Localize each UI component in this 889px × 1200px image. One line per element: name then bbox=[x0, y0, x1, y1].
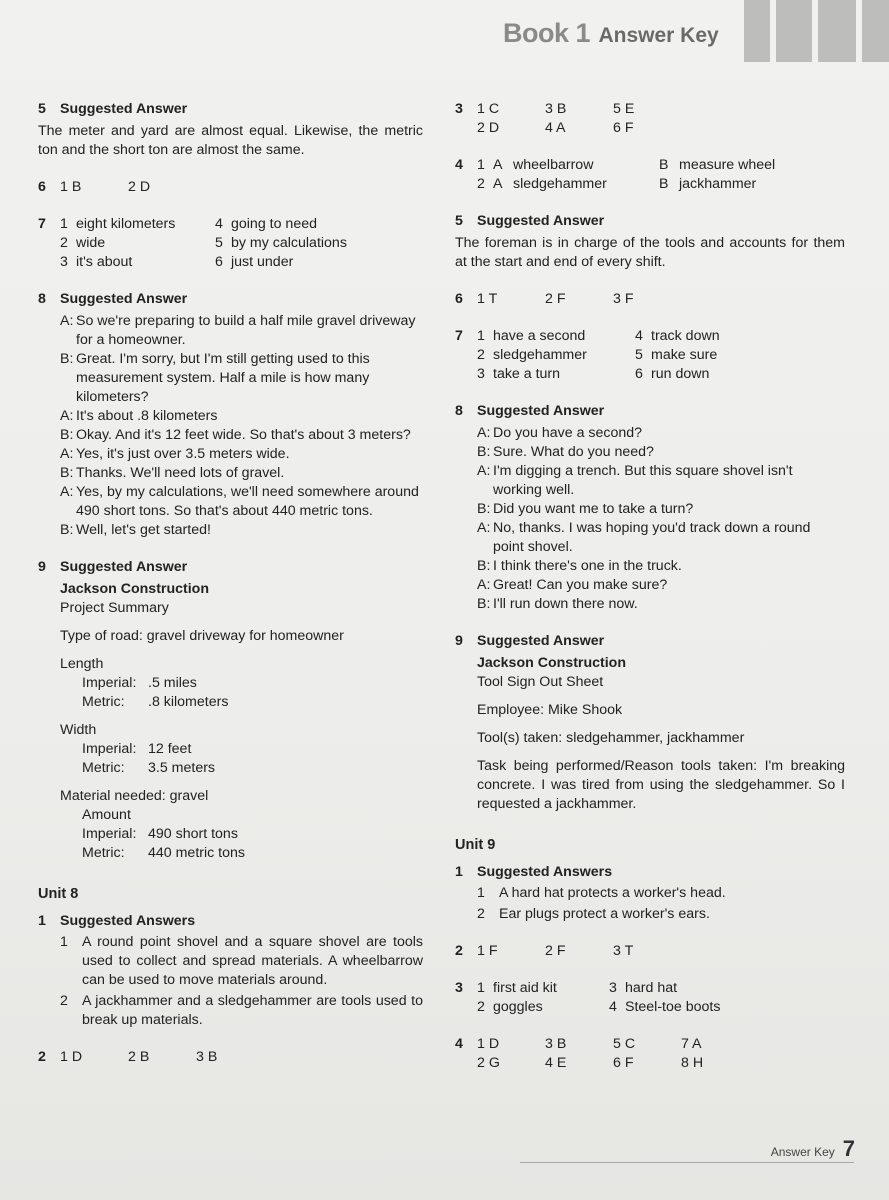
list-item: B jackhammer bbox=[659, 176, 757, 192]
list-item: 1 A wheelbarrow bbox=[477, 157, 594, 173]
material-needed: Material needed: gravel bbox=[60, 788, 209, 804]
list-item: 3 take a turn bbox=[477, 366, 561, 382]
left-q9 bbox=[38, 558, 423, 863]
question-number: 2 bbox=[38, 1049, 46, 1065]
list-item: 1 eight kilometers bbox=[60, 216, 176, 232]
dialogue-line: A: Do you have a second? bbox=[477, 425, 643, 441]
width-label: Width bbox=[60, 722, 97, 738]
question-title: Suggested Answers bbox=[60, 913, 196, 929]
list-item: 1 first aid kit bbox=[477, 980, 557, 996]
dialogue-line: A: Great! Can you make sure? bbox=[477, 577, 668, 593]
question-number: 1 bbox=[38, 913, 46, 929]
list-item: 6 run down bbox=[635, 366, 710, 382]
unit-heading: Unit 9 bbox=[455, 837, 496, 853]
answer-item: 1 F bbox=[477, 943, 498, 959]
question-number: 9 bbox=[38, 559, 46, 575]
question-number: 8 bbox=[38, 291, 46, 307]
list-item: 3 it's about bbox=[60, 254, 133, 270]
dialogue-line: A: It's about .8 kilometers bbox=[60, 408, 218, 424]
question-number: 7 bbox=[38, 216, 46, 232]
right-q5 bbox=[455, 212, 845, 272]
list-item: 3 hard hat bbox=[609, 980, 678, 996]
question-number: 9 bbox=[455, 633, 463, 649]
answer-item: 2 F bbox=[545, 291, 566, 307]
right-q6 bbox=[455, 290, 845, 309]
dialogue-line: B: Thanks. We'll need lots of gravel. bbox=[60, 465, 285, 481]
list-item: 5 by my calculations bbox=[215, 235, 347, 251]
dialogue-line: A: So we're preparing to build a half mile gravel driveway for a homeowner. bbox=[60, 313, 416, 348]
answer-item: 3 B bbox=[196, 1049, 218, 1065]
list-item: 2 A jackhammer and a sledgehammer are tools used to break up materials. bbox=[60, 993, 423, 1028]
list-item: 1 have a second bbox=[477, 328, 586, 344]
footer-rule bbox=[520, 1162, 854, 1163]
question-number: 3 bbox=[455, 980, 463, 996]
list-item: 5 make sure bbox=[635, 347, 718, 363]
dialogue-line: B: I think there's one in the truck. bbox=[477, 558, 682, 574]
length-imperial: Imperial: .5 miles bbox=[82, 675, 197, 691]
answer-item: 2 D bbox=[128, 179, 151, 195]
right-column bbox=[455, 100, 845, 1091]
width-metric: Metric: 3.5 meters bbox=[82, 760, 216, 776]
question-title: Suggested Answer bbox=[477, 213, 605, 229]
list-item: 4 going to need bbox=[215, 216, 317, 232]
task-line: Task being performed/Reason tools taken: I'm breaking concrete. I was tired from using the sledgehammer. So I requested a jackhammer. bbox=[477, 758, 845, 812]
page-footer bbox=[771, 1136, 855, 1162]
question-title: Suggested Answer bbox=[477, 633, 605, 649]
page-number: 7 bbox=[842, 1136, 855, 1161]
dialogue-line: A: I'm digging a trench. But this square shovel isn't working well. bbox=[477, 463, 793, 498]
answer-item: 3 F bbox=[613, 291, 634, 307]
answer-item: 1 T bbox=[477, 291, 498, 307]
question-number: 8 bbox=[455, 403, 463, 419]
dialogue-line: B: Well, let's get started! bbox=[60, 522, 211, 538]
page-title bbox=[503, 18, 719, 49]
question-number: 4 bbox=[455, 157, 463, 173]
list-item: 2 Ear plugs protect a worker's ears. bbox=[477, 906, 710, 922]
question-number: 6 bbox=[38, 179, 46, 195]
right-q7 bbox=[455, 327, 845, 384]
dialogue-line: A: No, thanks. I was hoping you'd track down a round point shovel. bbox=[477, 520, 811, 555]
amount-metric: Metric: 440 metric tons bbox=[82, 845, 245, 861]
road-type: Type of road: gravel driveway for homeowner bbox=[60, 628, 344, 644]
tools-line: Tool(s) taken: sledgehammer, jackhammer bbox=[477, 730, 745, 746]
answer-text: The foreman is in charge of the tools and accounts for them at the start and end of every shift. bbox=[455, 235, 845, 270]
left-q7 bbox=[38, 215, 423, 272]
unit8-q1 bbox=[38, 912, 423, 1030]
answer-text: The meter and yard are almost equal. Likewise, the metric ton and the short ton are almost the same. bbox=[38, 123, 423, 158]
question-number: 5 bbox=[38, 101, 46, 117]
dialogue-line: A: Yes, by my calculations, we'll need somewhere around 490 short tons. So that's about 440 metric tons. bbox=[60, 484, 419, 519]
dialogue-line: B: Okay. And it's 12 feet wide. So that's about 3 meters? bbox=[60, 427, 411, 443]
length-label: Length bbox=[60, 656, 104, 672]
document-title: Project Summary bbox=[60, 600, 169, 616]
dialogue-line: B: Did you want me to take a turn? bbox=[477, 501, 694, 517]
left-q5 bbox=[38, 100, 423, 160]
answer-item: 3 T bbox=[613, 943, 634, 959]
unit-heading: Unit 8 bbox=[38, 886, 79, 902]
answer-key-label: Answer Key bbox=[598, 24, 719, 47]
list-item: 2 A sledgehammer bbox=[477, 176, 607, 192]
left-column bbox=[38, 100, 423, 1085]
unit9-q3 bbox=[455, 979, 845, 1017]
question-number: 7 bbox=[455, 328, 463, 344]
list-item: 1 A hard hat protects a worker's head. bbox=[477, 885, 726, 901]
list-item: B measure wheel bbox=[659, 157, 776, 173]
amount-label: Amount bbox=[82, 807, 131, 823]
right-q8 bbox=[455, 402, 845, 614]
document-title: Tool Sign Out Sheet bbox=[477, 674, 604, 690]
unit9-q1 bbox=[455, 863, 845, 924]
question-title: Suggested Answer bbox=[60, 291, 188, 307]
question-number: 1 bbox=[455, 864, 463, 880]
list-item: 2 goggles bbox=[477, 999, 543, 1015]
company-name: Jackson Construction bbox=[60, 581, 209, 597]
dialogue-line: A: Yes, it's just over 3.5 meters wide. bbox=[60, 446, 290, 462]
question-title: Suggested Answer bbox=[60, 559, 188, 575]
company-name: Jackson Construction bbox=[477, 655, 626, 671]
right-q9 bbox=[455, 632, 845, 814]
length-metric: Metric: .8 kilometers bbox=[82, 694, 229, 710]
list-item: 2 sledgehammer bbox=[477, 347, 587, 363]
question-number: 2 bbox=[455, 943, 463, 959]
answer-item: 2 B bbox=[128, 1049, 150, 1065]
dialogue-line: B: I'll run down there now. bbox=[477, 596, 638, 612]
list-item: 6 just under bbox=[215, 254, 294, 270]
question-title: Suggested Answer bbox=[477, 403, 605, 419]
question-title: Suggested Answers bbox=[477, 864, 613, 880]
answer-item: 2 F bbox=[545, 943, 566, 959]
footer-label: Answer Key bbox=[770, 1145, 835, 1159]
employee-line: Employee: Mike Shook bbox=[477, 702, 623, 718]
unit8-q2 bbox=[38, 1048, 423, 1067]
right-q3: 3 1 C 3 B 5 E 2 D 4 A 6 F bbox=[455, 101, 635, 136]
question-number: 6 bbox=[455, 291, 463, 307]
list-item: 4 track down bbox=[635, 328, 720, 344]
book-label: Book 1 bbox=[503, 18, 591, 48]
left-q8 bbox=[38, 290, 423, 540]
list-item: 2 wide bbox=[60, 235, 106, 251]
right-q4 bbox=[455, 156, 845, 194]
list-item: 1 A round point shovel and a square shovel are tools used to collect and spread materials. A wheelbarrow can be used to move materials around. bbox=[60, 934, 423, 988]
dialogue-line: B: Great. I'm sorry, but I'm still getting used to this measurement system. Half a mile is how many kilometers? bbox=[60, 351, 370, 405]
answer-item: 1 B bbox=[60, 179, 82, 195]
amount-imperial: Imperial: 490 short tons bbox=[82, 826, 238, 842]
width-imperial: Imperial: 12 feet bbox=[82, 741, 192, 757]
unit9-q2 bbox=[455, 942, 845, 961]
question-number: 5 bbox=[455, 213, 463, 229]
question-number: 3 bbox=[455, 101, 463, 117]
left-q6 bbox=[38, 178, 423, 197]
question-title: Suggested Answer bbox=[60, 101, 188, 117]
unit9-q4: 4 1 D 3 B 5 C 7 A 2 G 4 E 6 F 8 H bbox=[455, 1036, 704, 1071]
question-number: 4 bbox=[455, 1036, 463, 1052]
answer-item: 1 D bbox=[60, 1049, 83, 1065]
dialogue-line: B: Sure. What do you need? bbox=[477, 444, 654, 460]
list-item: 4 Steel-toe boots bbox=[609, 999, 721, 1015]
